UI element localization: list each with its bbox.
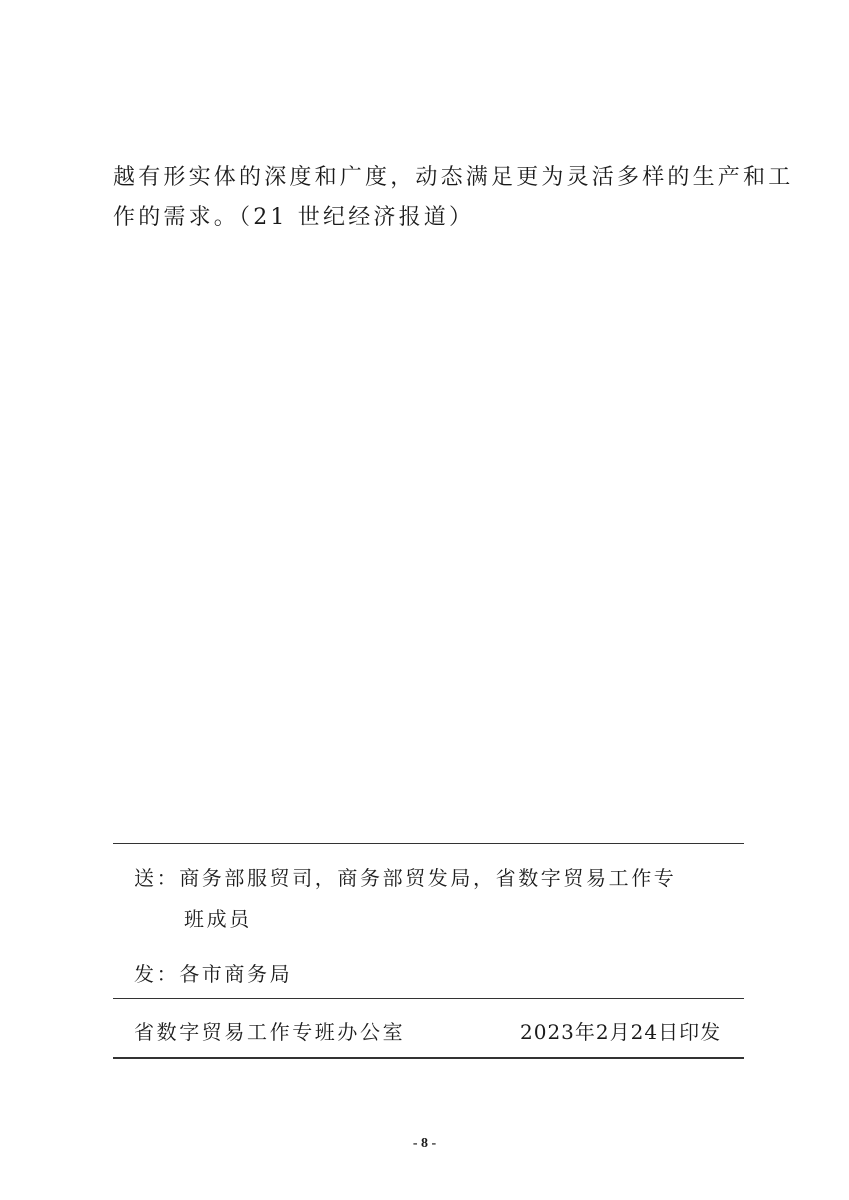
article-text-line-2: 作的需求。（21 世纪经济报道） — [113, 205, 475, 230]
distribution-bottom-rule — [113, 1057, 744, 1059]
issue-recipients: 各市商务局 — [179, 962, 293, 986]
issue-date: 2023年2月24日印发 — [520, 1020, 722, 1044]
issue-to-line — [134, 958, 292, 987]
send-recipients-continued: 班成员 — [184, 907, 252, 931]
article-text-line-1: 越有形实体的深度和广度，动态满足更为灵活多样的生产和工 — [113, 165, 794, 190]
distribution-middle-rule — [113, 998, 744, 999]
distribution-top-rule — [113, 843, 744, 844]
send-label: 送： — [134, 866, 180, 890]
issue-label: 发： — [134, 962, 180, 986]
issuing-office: 省数字贸易工作专班办公室 — [134, 1020, 406, 1044]
send-to-line — [134, 862, 676, 891]
send-recipients: 商务部服贸司，商务部贸发局，省数字贸易工作专 — [179, 866, 677, 890]
page-number: - 8 - — [412, 1136, 437, 1151]
